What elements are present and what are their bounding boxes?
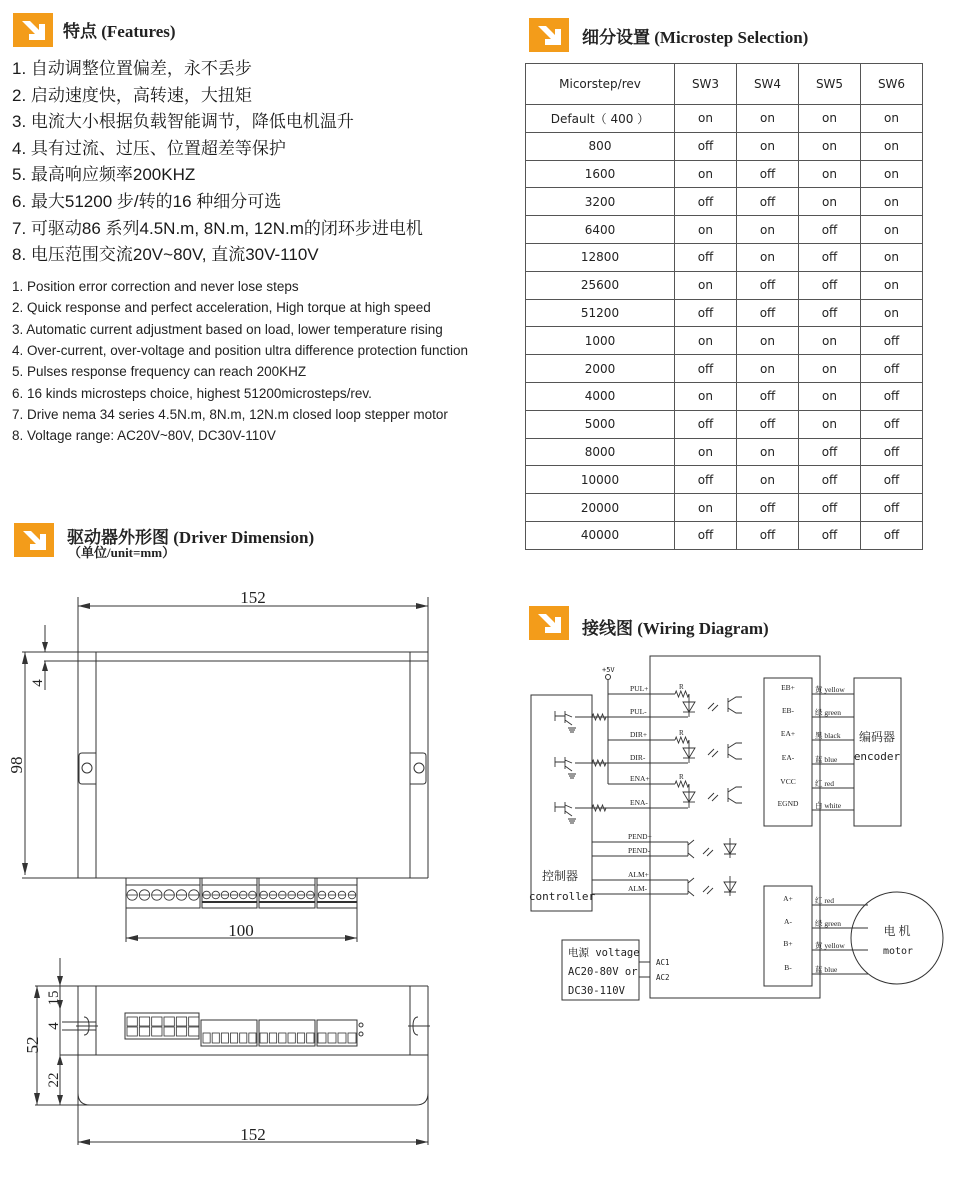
optocoupler-arrow-icon — [708, 793, 718, 801]
feature-en-item: 8. Voltage range: AC20V~80V, DC30V-110V — [12, 428, 276, 444]
phototransistor-icon — [688, 878, 694, 896]
microstep-value: 8000 — [526, 438, 675, 466]
switch-state-sw3: on — [675, 382, 737, 410]
microstep-badge — [529, 18, 569, 52]
dim-connector-span-label: 100 — [228, 921, 254, 940]
switch-state-sw5: on — [799, 355, 861, 383]
driver-top-view-drawing — [0, 570, 470, 950]
switch-state-sw3: off — [675, 521, 737, 549]
terminal-slot — [260, 1033, 267, 1043]
switch-state-sw3: on — [675, 494, 737, 522]
resistor-label: R — [679, 683, 684, 691]
microstep-value: 5000 — [526, 410, 675, 438]
switch-state-sw3: off — [675, 466, 737, 494]
feature-cn-item: 3. 电流大小根据负载智能调节，降低电机温升 — [12, 112, 354, 132]
switch-state-sw6: off — [861, 466, 923, 494]
switch-state-sw4: on — [737, 438, 799, 466]
switch-state-sw4: on — [737, 466, 799, 494]
dim-side-base-label: 22 — [46, 1072, 62, 1088]
dim-side-top-label: 15 — [46, 990, 62, 1006]
feature-cn-item: 4. 具有过流、过压、位置超差等保护 — [12, 138, 286, 158]
power-line-1: 电源 voltage — [568, 947, 640, 959]
terminal-slot — [221, 1033, 228, 1043]
motor-wire-label: 蓝 blue — [815, 965, 838, 974]
dimension-subtitle: （单位/unit=mm） — [68, 545, 176, 560]
features-badge — [13, 13, 53, 47]
transistor-icon — [555, 802, 572, 816]
encoder-pin-label: EB- — [781, 706, 795, 715]
motor-pin-label: B- — [784, 963, 792, 972]
switch-state-sw3: off — [675, 132, 737, 160]
switch-state-sw3: off — [675, 243, 737, 271]
switch-state-sw5: on — [799, 410, 861, 438]
terminal-slot — [212, 1033, 219, 1043]
signal-label-ena-minusplus: ENA+ — [630, 774, 650, 783]
optocoupler-arrow-icon — [708, 703, 718, 711]
motor-wire-label: 红 red — [815, 896, 834, 905]
switch-state-sw4: on — [737, 105, 799, 133]
controller-label-en: controller — [528, 890, 596, 903]
wiring-title: 接线图 (Wiring Diagram) — [582, 619, 769, 638]
dim-top-edge-label: 4 — [30, 679, 46, 687]
encoder-wire-label: 蓝 blue — [815, 755, 838, 764]
table-row — [526, 160, 923, 188]
arrow-down-right-icon — [14, 523, 54, 557]
switch-state-sw5: on — [799, 382, 861, 410]
header-sw5: SW5 — [799, 64, 861, 105]
feature-cn-item: 5. 最高响应频率200KHZ — [12, 165, 196, 185]
terminal-slot — [288, 1033, 295, 1043]
output-signal-label: ALM+ — [628, 870, 649, 879]
encoder-wire-label: 白 white — [815, 801, 842, 810]
switch-state-sw3: on — [675, 438, 737, 466]
microstep-value: 51200 — [526, 299, 675, 327]
table-row — [526, 494, 923, 522]
switch-state-sw6: off — [861, 382, 923, 410]
dimension-badge — [14, 523, 54, 557]
switch-state-sw4: on — [737, 243, 799, 271]
encoder-label-cn: 编码器 — [858, 730, 896, 744]
terminal-slot — [279, 1033, 286, 1043]
driver-side-view-drawing — [0, 950, 470, 1186]
feature-cn-item: 6. 最大51200 步/转的16 种细分可选 — [12, 192, 282, 211]
terminal-slot — [231, 1033, 238, 1043]
feature-cn-item: 8. 电压范围交流20V~80V, 直流30V-110V — [12, 245, 319, 265]
features-title: 特点 (Features) — [63, 22, 176, 41]
microstep-value: 1000 — [526, 327, 675, 355]
power-pin-ac1: AC1 — [656, 958, 670, 967]
switch-state-sw3: on — [675, 271, 737, 299]
motor-pin-label: A- — [784, 917, 792, 926]
ground-icon — [568, 774, 576, 778]
switch-state-sw6: on — [861, 243, 923, 271]
switch-state-sw5: off — [799, 494, 861, 522]
phototransistor-icon — [688, 840, 694, 858]
microstep-value: 800 — [526, 132, 675, 160]
signal-label-ena-minus: ENA- — [630, 798, 648, 807]
table-row — [526, 271, 923, 299]
optocoupler-arrow-icon — [708, 749, 718, 757]
switch-state-sw6: off — [861, 494, 923, 522]
ground-icon — [568, 728, 576, 732]
microstep-table — [525, 63, 923, 550]
table-row — [526, 243, 923, 271]
terminal-slot — [249, 1033, 256, 1043]
switch-state-sw5: on — [799, 105, 861, 133]
table-row — [526, 355, 923, 383]
table-row — [526, 466, 923, 494]
switch-state-sw6: off — [861, 521, 923, 549]
terminal-slot — [203, 1033, 210, 1043]
resistor-icon — [592, 760, 606, 766]
switch-state-sw6: off — [861, 410, 923, 438]
dim-top-height-label: 98 — [7, 756, 26, 774]
resistor-label: R — [679, 773, 684, 781]
encoder-wire-label: 绿 green — [815, 708, 842, 717]
header-sw4: SW4 — [737, 64, 799, 105]
terminal-slot — [269, 1033, 276, 1043]
switch-state-sw6: on — [861, 105, 923, 133]
controller-label-cn: 控制器 — [541, 869, 579, 883]
motor-label-cn: 电 机 — [883, 924, 911, 938]
switch-state-sw5: off — [799, 299, 861, 327]
switch-state-sw3: off — [675, 188, 737, 216]
dim-side-width-label: 152 — [240, 1125, 266, 1144]
feature-cn-item: 7. 可驱动86 系列4.5N.m, 8N.m, 12N.m的闭环步进电机 — [12, 218, 423, 238]
arrow-down-right-icon — [529, 18, 569, 52]
table-row — [526, 216, 923, 244]
terminal-slot — [338, 1033, 346, 1043]
switch-state-sw3: off — [675, 299, 737, 327]
resistor-icon — [592, 805, 606, 811]
switch-state-sw5: on — [799, 160, 861, 188]
microstep-value: 6400 — [526, 216, 675, 244]
encoder-pin-label: EA- — [781, 753, 795, 762]
microstep-value: 2000 — [526, 355, 675, 383]
transistor-icon — [555, 757, 572, 771]
motor-pin-label: A+ — [783, 894, 793, 903]
switch-state-sw4: off — [737, 410, 799, 438]
table-row — [526, 105, 923, 133]
dimension-title: 驱动器外形图 (Driver Dimension) — [67, 528, 315, 547]
encoder-pin-label: EA+ — [780, 729, 796, 738]
optocoupler-arrow-icon — [703, 886, 713, 894]
switch-state-sw4: off — [737, 299, 799, 327]
switch-state-sw5: off — [799, 216, 861, 244]
switch-state-sw5: on — [799, 188, 861, 216]
switch-state-sw6: on — [861, 299, 923, 327]
feature-en-item: 1. Position error correction and never lose steps — [12, 279, 299, 294]
supply-label: +5V — [602, 666, 615, 674]
encoder-wire-label: 黄 yellow — [815, 685, 845, 694]
switch-state-sw3: off — [675, 410, 737, 438]
microstep-value: 10000 — [526, 466, 675, 494]
feature-en-item: 3. Automatic current adjustment based on load, lower temperature rising — [12, 321, 443, 337]
feature-cn-item: 1. 自动调整位置偏差，永不丢步 — [12, 59, 252, 78]
encoder-pin-label: EGND — [777, 799, 799, 808]
terminal-slot — [348, 1033, 356, 1043]
microstep-value: 4000 — [526, 382, 675, 410]
ground-icon — [568, 819, 576, 823]
dim-side-height-label: 52 — [23, 1036, 42, 1054]
switch-state-sw5: off — [799, 243, 861, 271]
switch-state-sw4: on — [737, 327, 799, 355]
header-sw6: SW6 — [861, 64, 923, 105]
power-pin-ac2: AC2 — [656, 973, 670, 982]
signal-label-pul-minus: PUL- — [630, 707, 647, 716]
microstep-value: 3200 — [526, 188, 675, 216]
encoder-label-en: encoder — [853, 750, 901, 763]
motor-wire-label: 绿 green — [815, 919, 842, 928]
switch-state-sw3: on — [675, 160, 737, 188]
table-row — [526, 438, 923, 466]
transistor-icon — [555, 711, 572, 725]
table-row — [526, 382, 923, 410]
microstep-value: 25600 — [526, 271, 675, 299]
microstep-value: 1600 — [526, 160, 675, 188]
output-signal-label: PEND+ — [628, 832, 652, 841]
wiring-badge — [529, 606, 569, 640]
feature-en-item: 5. Pulses response frequency can reach 200KHZ — [12, 364, 307, 380]
switch-state-sw6: on — [861, 160, 923, 188]
feature-en-item: 2. Quick response and perfect acceleration, High torque at high speed — [12, 300, 431, 316]
feature-en-item: 4. Over-current, over-voltage and position ultra difference protection function — [12, 342, 469, 358]
resistor-icon — [675, 691, 689, 697]
terminal-slot — [328, 1033, 336, 1043]
switch-state-sw4: off — [737, 188, 799, 216]
table-row — [526, 299, 923, 327]
switch-state-sw5: on — [799, 327, 861, 355]
microstep-value: 12800 — [526, 243, 675, 271]
switch-state-sw6: on — [861, 271, 923, 299]
table-row — [526, 188, 923, 216]
switch-state-sw6: off — [861, 355, 923, 383]
table-row — [526, 132, 923, 160]
resistor-icon — [592, 714, 606, 720]
switch-state-sw6: on — [861, 188, 923, 216]
motor-wire-label: 黄 yellow — [815, 941, 845, 950]
switch-state-sw4: on — [737, 216, 799, 244]
resistor-icon — [675, 781, 689, 787]
power-line-2: AC20-80V or — [568, 966, 638, 978]
switch-state-sw4: off — [737, 521, 799, 549]
signal-label-pul-minusplus: PUL+ — [630, 684, 649, 693]
dim-side-hole-label: 4 — [46, 1022, 62, 1030]
wiring-diagram — [520, 650, 960, 1010]
power-line-3: DC30-110V — [568, 985, 625, 997]
switch-state-sw6: on — [861, 216, 923, 244]
encoder-pin-label: EB+ — [781, 683, 795, 692]
switch-state-sw3: on — [675, 327, 737, 355]
output-signal-label: ALM- — [628, 884, 648, 893]
feature-cn-item: 2. 启动速度快，高转速，大扭矩 — [12, 85, 252, 105]
switch-state-sw6: off — [861, 327, 923, 355]
terminal-slot — [318, 1033, 326, 1043]
encoder-wire-label: 黑 black — [815, 731, 841, 740]
microstep-value: Default（ 400 ） — [526, 105, 675, 133]
switch-state-sw4: off — [737, 160, 799, 188]
terminal-slot — [240, 1033, 247, 1043]
microstep-value: 20000 — [526, 494, 675, 522]
switch-state-sw4: on — [737, 132, 799, 160]
arrow-down-right-icon — [13, 13, 53, 47]
switch-state-sw4: off — [737, 382, 799, 410]
signal-label-dir-minusplus: DIR+ — [630, 730, 648, 739]
microstep-value: 40000 — [526, 521, 675, 549]
table-row — [526, 327, 923, 355]
output-signal-label: PEND- — [628, 846, 651, 855]
switch-state-sw5: on — [799, 132, 861, 160]
switch-state-sw6: on — [861, 132, 923, 160]
optocoupler-arrow-icon — [703, 848, 713, 856]
header-microstep: Micorstep/rev — [526, 64, 675, 105]
arrow-down-right-icon — [529, 606, 569, 640]
switch-state-sw5: off — [799, 466, 861, 494]
motor-pin-label: B+ — [783, 939, 793, 948]
table-row — [526, 521, 923, 549]
switch-state-sw5: off — [799, 438, 861, 466]
resistor-label: R — [679, 729, 684, 737]
encoder-pin-label: VCC — [780, 777, 796, 786]
encoder-wire-label: 红 red — [815, 779, 834, 788]
switch-state-sw3: on — [675, 216, 737, 244]
terminal-slot — [297, 1033, 304, 1043]
terminal-slot — [307, 1033, 314, 1043]
switch-state-sw4: off — [737, 271, 799, 299]
switch-state-sw5: off — [799, 271, 861, 299]
motor-label-en: motor — [882, 946, 914, 957]
feature-en-item: 6. 16 kinds microsteps choice, highest 51200microsteps/rev. — [12, 385, 372, 401]
switch-state-sw5: off — [799, 521, 861, 549]
switch-state-sw3: on — [675, 105, 737, 133]
resistor-icon — [675, 737, 689, 743]
table-row — [526, 410, 923, 438]
switch-state-sw3: off — [675, 355, 737, 383]
feature-en-item: 7. Drive nema 34 series 4.5N.m, 8N.m, 12N.m closed loop stepper motor — [12, 406, 448, 422]
dim-top-width-label: 152 — [240, 588, 266, 607]
switch-state-sw6: off — [861, 438, 923, 466]
header-sw3: SW3 — [675, 64, 737, 105]
switch-state-sw4: off — [737, 494, 799, 522]
signal-label-dir-minus: DIR- — [630, 753, 646, 762]
table-header-row — [526, 64, 923, 105]
switch-state-sw4: on — [737, 355, 799, 383]
microstep-title: 细分设置 (Microstep Selection) — [582, 28, 809, 47]
